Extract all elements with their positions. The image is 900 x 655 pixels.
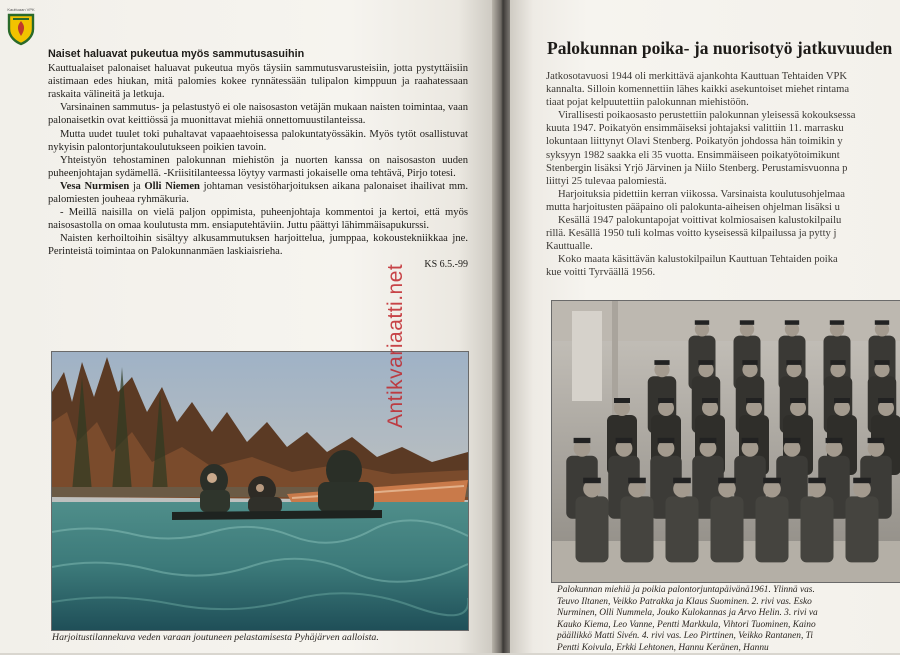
caption-line: Nurminen, Olli Nummela, Jouko Kulokannas ja Arvo Helin. 3. rivi va [557, 608, 818, 619]
person-figure [621, 496, 654, 562]
text-line: Virallisesti poikaosasto perustettiin palokunnan yleisessä kokouksessa [558, 110, 856, 122]
text-line: Kesällä 1947 palokuntapojat voittivat kolmiosaisen kalustokilpailu [558, 215, 842, 227]
text-line: Harjoituksia pidettiin kerran viikossa. Varsinaista koulutusohjelmaa [558, 188, 845, 200]
person-cap [698, 360, 713, 365]
paragraph [48, 180, 468, 206]
paragraph: Varsinainen sammutus- ja pelastustyö ei ole naisosaston vetäjän mukaan naisten toimintaa, vaan palonaisetkin ovat keittiössä ja muonittavat miehiä onnettomuustilanteissa. [48, 102, 468, 127]
article-column [48, 48, 468, 271]
text-line: mutta harjoitusten pääpaino oli palokunta-aiheisen ohjelman lisäksi u [546, 201, 840, 213]
text-line: kuuta 1947. Poikatyön ensimmäiseksi johtajaksi valittiin 11. marrasku [546, 123, 844, 135]
person-cap [808, 478, 826, 484]
person-cap [875, 320, 889, 325]
right-article-column [546, 70, 900, 280]
person-cap [868, 438, 885, 443]
paragraph: Naisten kerhoiltoihin sisältyy alkusammutuksen harjoittelua, jumppaa, kokoustekniikkaa jne. Perinteistä toimintaa on Palokunnanmäen laskiaisrieha. [48, 233, 468, 258]
chapter-title: Palokunnan poika- ja nuorisotyö jatkuvuuden [547, 38, 893, 58]
person-cap [830, 360, 845, 365]
text-fragment: ja [129, 180, 145, 192]
person-cap [658, 398, 674, 403]
shield-icon [6, 12, 36, 46]
text-line: kannalta. Silloin komennettiin lähes kaikki asekuntoiset miehet rintama [546, 84, 850, 96]
person-cap [673, 478, 691, 484]
paragraph: - Meillä naisilla on vielä paljon oppimista, puheenjohtaja kommentoi ja kertoi, että myös naisosastolla on omaa koulutusta mm. ensiaputehtäviin. Juttu päättyi lähimmäisapukurssi. [48, 207, 468, 232]
person-cap [785, 320, 799, 325]
person-figure [666, 496, 699, 562]
person-cap [740, 320, 754, 325]
text-line: liittyi 25 tulevaa palomiestä. [546, 175, 667, 187]
text-fragment: johtaman vesistöharjoituksen aikana palonaiset ihailivat mm. palomiesten jouheaa ryhmäkuria. [48, 180, 468, 206]
person-cap [583, 478, 601, 484]
person-figure [801, 496, 834, 562]
caption-line: Teuvo Iltanen, Veikko Patrakka ja Klaus Suominen. 2. rivi vas. Esko [557, 596, 812, 607]
person-cap [853, 478, 871, 484]
caption-line: päällikkö Matti Sivén. 4. rivi vas. Leo Pirttinen, Veikko Rantanen, Ti [557, 631, 813, 642]
person-cap [616, 438, 633, 443]
person-cap [874, 360, 889, 365]
person-name: Vesa Nurmisen [60, 180, 130, 192]
text-line: kue voitti Tyrväällä 1956. [546, 267, 656, 279]
person-cap [702, 398, 718, 403]
person-cap [786, 360, 801, 365]
text-line: Stenbergin lisäksi Yrjö Järvinen ja Niilo Stenberg. Perustamisvuonna p [546, 162, 848, 174]
paragraph: Yhteistyön tehostaminen palokunnan miehistön ja nuorten kanssa on naisosaston uuden puheenjohtajan sydämellä. -Kriisitilanteessa löytyy varmasti jokaiselle oma tehtävä, Pirjo totesi. [48, 154, 468, 179]
person-figure [756, 496, 789, 562]
text-line: lokuntaan liittynyt Olavi Stenberg. Poikatyön johdossa hän toimikin y [546, 136, 843, 148]
person-figure [846, 496, 879, 562]
person-cap [826, 438, 843, 443]
person-cap [834, 398, 850, 403]
person-cap [878, 398, 894, 403]
svg-text:Antikvariaatti.net: Antikvariaatti.net [384, 263, 407, 428]
person-cap [718, 478, 736, 484]
text-line: tiaat pojat kelpuutettiin palokunnan miehistöön. [546, 97, 749, 109]
crest-logo [6, 8, 36, 51]
signature: KS 6.5.-99 [424, 258, 468, 270]
person-cap [790, 398, 806, 403]
crest-label: Kauttuaan VPK [7, 7, 35, 12]
person-cap [658, 438, 675, 443]
photo-caption: Harjoitustilannekuva veden varaan joutuneen pelastamisesta Pyhäjärven aalloista. [52, 632, 379, 643]
book-gutter [492, 0, 512, 653]
paragraph: Kauttualaiset palonaiset haluavat pukeutua myös täysiin sammutusvarusteisiin, jotta pystyttäisiin aistimaan edes hiukan, mitä palomies kokee rynnätessään tulipalon kimppuun ja raahatessaan raskaita välineitä ja letkuja. [48, 63, 468, 101]
person-cap [614, 398, 630, 403]
person-cap [654, 360, 669, 365]
person-cap [742, 360, 757, 365]
person-cap [574, 438, 591, 443]
caption-line: Kauko Kiema, Leo Vanne, Pentti Markkula, Vihtori Tuominen, Kaino [557, 619, 816, 630]
group-photo-image [552, 301, 900, 582]
caption-line: Pentti Koivula, Erkki Lehtonen, Hannu Keränen, Hannu [557, 642, 769, 653]
group-photo-caption [557, 585, 900, 655]
watermark-logo [372, 248, 416, 428]
text-line: rillä. Kesällä 1950 tuli kolmas voitto kyseisessä kilpailussa ja pytty j [546, 228, 837, 240]
person-cap [628, 478, 646, 484]
person-cap [763, 478, 781, 484]
text-line: Jatkosotavuosi 1944 oli merkittävä ajankohta Kauttuan Tehtaiden VPK [546, 71, 848, 82]
group-portrait-photo [551, 300, 900, 583]
text-line: syksyyn 1982 saakka eli 35 vuotta. Ensimmäiseen poikatyötoimikunt [546, 149, 840, 161]
paragraph: Mutta uudet tuulet toki puhaltavat vapaaehtoisessa palokuntatyössäkin. Myös tytöt osallistuvat nykyisin palontorjuntakoulutukseen poikien tavoin. [48, 128, 468, 153]
person-cap [742, 438, 759, 443]
text-line: Kauttualle. [546, 241, 593, 253]
person-cap [700, 438, 717, 443]
person-figure [711, 496, 744, 562]
article-heading: Naiset haluavat pukeutua myös sammutusasuihin [48, 48, 305, 60]
person-cap [830, 320, 844, 325]
text-line: Koko maata käsittävän kalustokilpailun Kauttuan Tehtaiden poika [558, 254, 838, 266]
person-cap [695, 320, 709, 325]
person-cap [784, 438, 801, 443]
person-figure [576, 496, 609, 562]
person-cap [746, 398, 762, 403]
caption-line: Palokunnan miehiä ja poikia palontorjuntapäivänä1961. Ylinnä vas. [557, 585, 815, 595]
person-name: Olli Niemen [144, 180, 200, 192]
